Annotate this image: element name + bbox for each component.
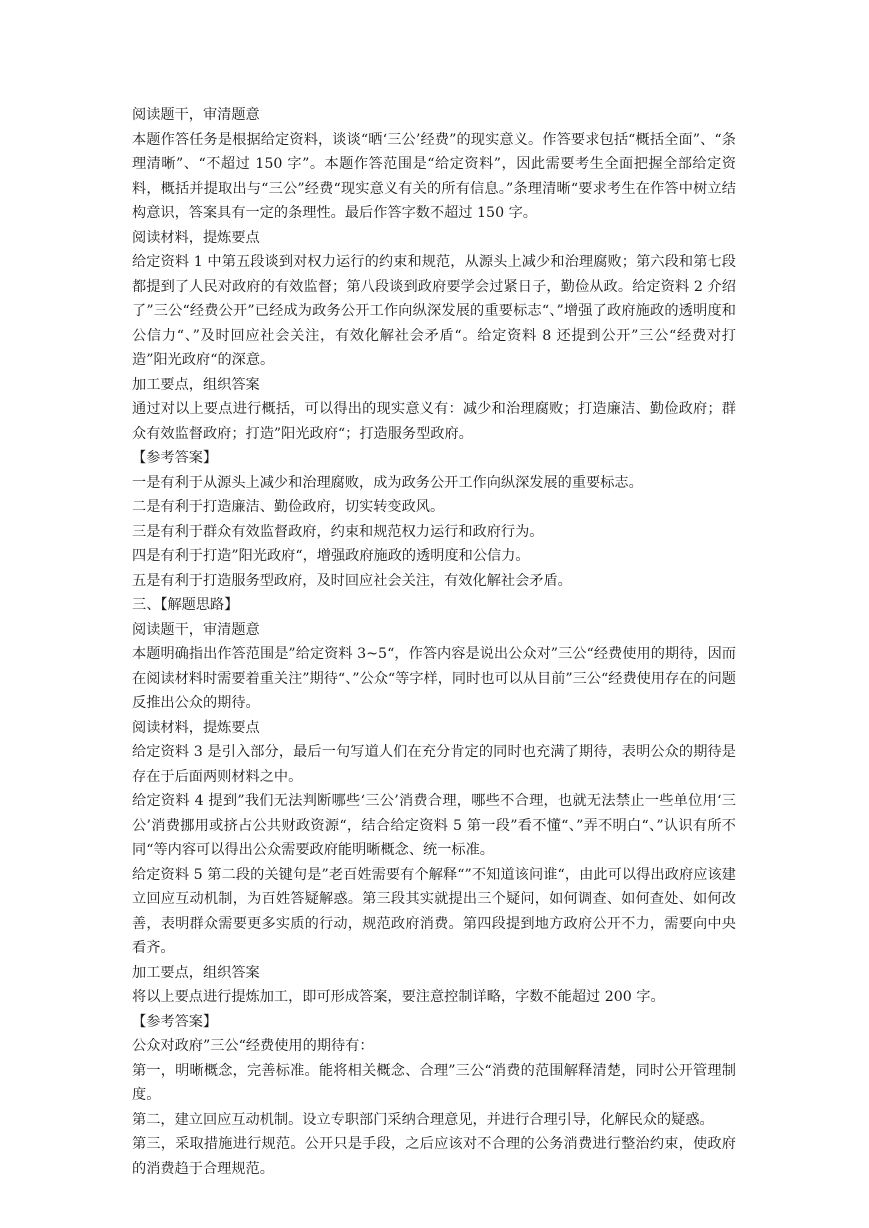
answer-item: 三是有利于群众有效监督政府，约束和规范权力运行和政府行为。 [132,523,544,540]
paragraph: 给定资料 5 第二段的关键句是”老百姓需要有个解释“”不知道该问谁“，由此可以得出政府应该建立回应互动机制，为百姓答疑解惑。第三段其实就提出三个疑问，如何调查、如何查处、如何改善，表明群众需要更多实质的行动，规范政府消费。第四段提到地方政府公开不力，需要向中央看齐。 [132,866,736,956]
answer-heading: 【参考答案】 [132,1013,218,1030]
answer-item: 第三，采取措施进行规范。公开只是手段，之后应该对不合理的公务消费进行整治约束，使政府的消费趋于合理规范。 [132,1136,736,1177]
section-heading: 阅读材料，提炼要点 [132,719,260,736]
answer-intro: 公众对政府”三公“经费使用的期待有： [132,1038,374,1054]
answer-item: 四是有利于打造”阳光政府“，增强政府施政的透明度和公信力。 [132,548,530,564]
document-body [132,103,736,1181]
section-heading: 阅读材料，提炼要点 [132,229,260,246]
answer-item: 一是有利于从源头上减少和治理腐败，成为政务公开工作向纵深发展的重要标志。 [132,474,643,491]
section-heading: 阅读题干，审清题意 [132,621,260,638]
paragraph: 本题明确指出作答范围是”给定资料 3~5“，作答内容是说出公众对”三公“经费使用的期待，因而在阅读材料时需要着重关注”期待“、”公众“等字样，同时也可以从目前”三公“经费使用存在的问题反推出公众的期待。 [132,646,736,711]
section-heading: 加工要点，组织答案 [132,964,260,981]
paragraph: 给定资料 4 提到”我们无法判断哪些‘三公’消费合理，哪些不合理，也就无法禁止一些单位用‘三公’消费挪用或挤占公共财政资源“，结合给定资料 5 第一段”看不懂“、”弄不明白“、”认识有所不同“等内容可以得出公众需要政府能明晰概念、统一标准。 [132,793,736,858]
answer-item: 二是有利于打造廉洁、勤俭政府，切实转变政风。 [132,499,445,515]
paragraph: 给定资料 3 是引入部分，最后一句写道人们在充分肯定的同时也充满了期待，表明公众的期待是存在于后面两则材料之中。 [132,744,736,785]
section-heading: 阅读题干，审清题意 [132,107,260,123]
paragraph: 给定资料 1 中第五段谈到对权力运行的约束和规范，从源头上减少和治理腐败；第六段和第七段都提到了人民对政府的有效监督；第八段谈到政府要学会过紧日子，勤俭从政。给定资料 2 介绍了”三公“经费公开”已经成为政务公开工作向纵深发展的重要标志“、”增强了政府施政的透明度和公信力“、”及时回应社会关注，有效化解社会矛盾“。给定资料 8 还提到公开”三公“经费对打造”阳光政府“的深意。 [132,254,736,368]
paragraph: 通过对以上要点进行概括，可以得出的现实意义有：减少和治理腐败；打造廉洁、勤俭政府；群众有效监督政府；打造”阳光政府“；打造服务型政府。 [132,401,736,442]
answer-heading: 【参考答案】 [132,450,218,466]
answer-item: 第一，明晰概念，完善标准。能将相关概念、合理”三公“消费的范围解释清楚，同时公开管理制度。 [132,1062,736,1103]
section-title: 三、【解题思路】 [132,597,239,613]
answer-item: 第二，建立回应互动机制。设立专职部门采纳合理意见，并进行合理引导，化解民众的疑惑。 [132,1111,714,1128]
section-heading: 加工要点，组织答案 [132,376,260,393]
answer-item: 五是有利于打造服务型政府，及时回应社会关注，有效化解社会矛盾。 [132,572,572,589]
paragraph: 将以上要点进行提炼加工，即可形成答案，要注意控制详略，字数不能超过 200 字。 [132,989,665,1005]
paragraph: 本题作答任务是根据给定资料，谈谈“晒‘三公’经费”的现实意义。作答要求包括“概括全面”、“条理清晰”、“不超过 150 字”。本题作答范围是“给定资料”，因此需要考生全面把握全部给定资料，概括并提取出与“三公”经费“现实意义有关的所有信息。”条理清晰“要求考生在作答中树立结构意识，答案具有一定的条理性。最后作答字数不超过 150 字。 [132,131,736,221]
